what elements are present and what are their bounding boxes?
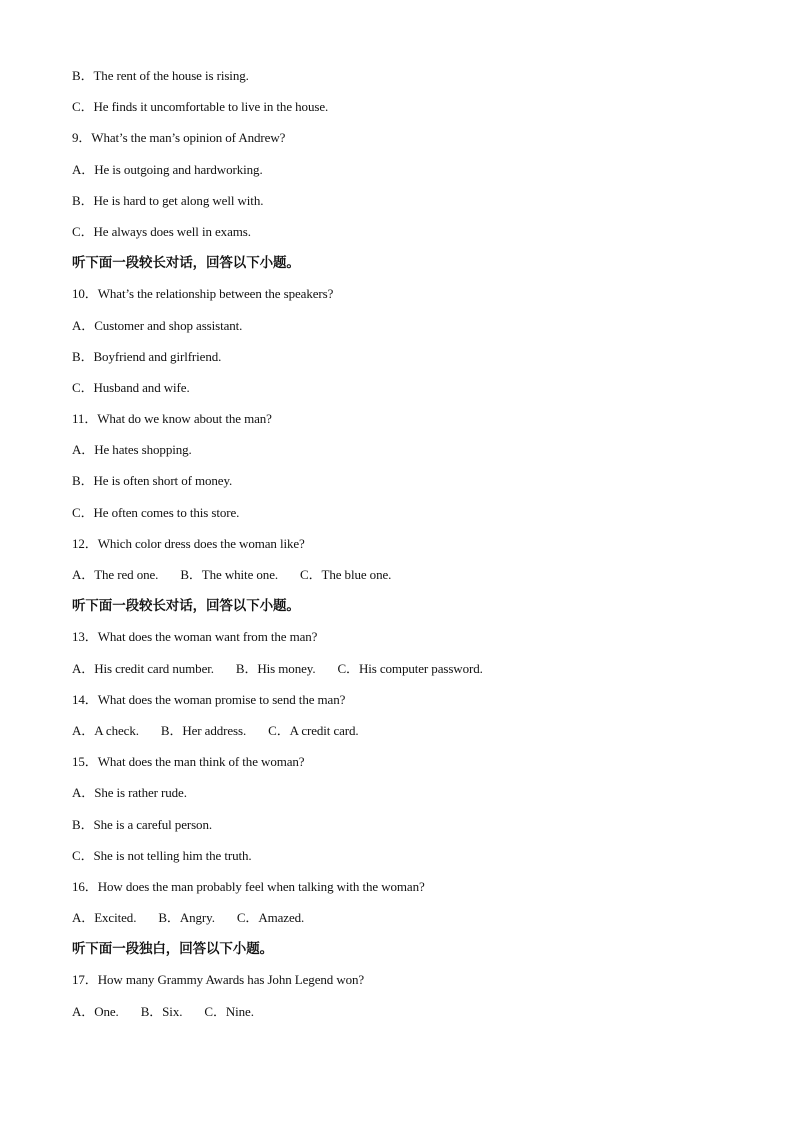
option-c: C．The blue one. [300, 567, 392, 582]
question-10-option-c: C．Husband and wife. [72, 379, 190, 395]
section-heading: 听下面一段独白，回答以下小题。 [72, 941, 273, 958]
question-15: 15．What does the man think of the woman? [72, 754, 305, 770]
option-b: B．Six. [140, 1003, 183, 1019]
option-a: A．His credit card number. [72, 660, 214, 676]
question-10: 10．What’s the relationship between the speakers? [72, 286, 334, 302]
question-9-option-a: A．He is outgoing and hardworking. [72, 161, 263, 177]
option-c: C．A credit card. [268, 722, 359, 738]
question-11-option-c: C．He often comes to this store. [72, 504, 240, 520]
question-10-option-a: A．Customer and shop assistant. [72, 317, 243, 333]
option-b: B．His money. [235, 660, 316, 676]
option-a: A．The red one. [72, 567, 159, 582]
option-a: A．One. [72, 1003, 119, 1019]
question-12-options [72, 566, 752, 597]
question-13: 13．What does the woman want from the man? [72, 629, 318, 645]
question-14-options [72, 722, 752, 753]
question-9: 9．What’s the man’s opinion of Andrew? [72, 130, 286, 146]
question-16: 16．How does the man probably feel when talking with the woman? [72, 878, 425, 894]
question-15-option-a: A．She is rather rude. [72, 785, 187, 801]
question-10-option-b: B．Boyfriend and girlfriend. [72, 348, 222, 364]
question-14: 14．What does the woman promise to send the man? [72, 691, 346, 707]
question-11-option-a: A．He hates shopping. [72, 442, 192, 458]
question-11: 11．What do we know about the man? [72, 411, 272, 427]
option-c: C．Nine. [204, 1003, 254, 1019]
document-page [72, 67, 752, 1034]
question-9-option-c: C．He always does well in exams. [72, 223, 251, 239]
question-15-option-c: C．She is not telling him the truth. [72, 847, 252, 863]
question-13-options [72, 660, 752, 691]
option-a: A．Excited. [72, 910, 137, 926]
section-heading: 听下面一段较长对话，回答以下小题。 [72, 598, 300, 615]
option-b: B．Her address. [160, 722, 247, 738]
option-a: A．A check. [72, 722, 139, 738]
question-16-options [72, 909, 752, 940]
option-b: B．Angry. [158, 910, 215, 926]
question-11-option-b: B．He is often short of money. [72, 473, 233, 489]
question-15-option-b: B．She is a careful person. [72, 816, 213, 832]
question-8-option-b: B．The rent of the house is rising. [72, 68, 249, 83]
question-17: 17．How many Grammy Awards has John Legend won? [72, 972, 365, 988]
question-9-option-b: B．He is hard to get along well with. [72, 192, 264, 208]
question-8-option-c: C．He finds it uncomfortable to live in the house. [72, 99, 329, 115]
option-c: C．His computer password. [337, 660, 483, 676]
option-b: B．The white one. [180, 567, 279, 582]
option-c: C．Amazed. [236, 910, 305, 926]
question-17-options [72, 1003, 752, 1034]
question-12: 12．Which color dress does the woman like? [72, 535, 305, 551]
section-heading: 听下面一段较长对话，回答以下小题。 [72, 255, 300, 272]
